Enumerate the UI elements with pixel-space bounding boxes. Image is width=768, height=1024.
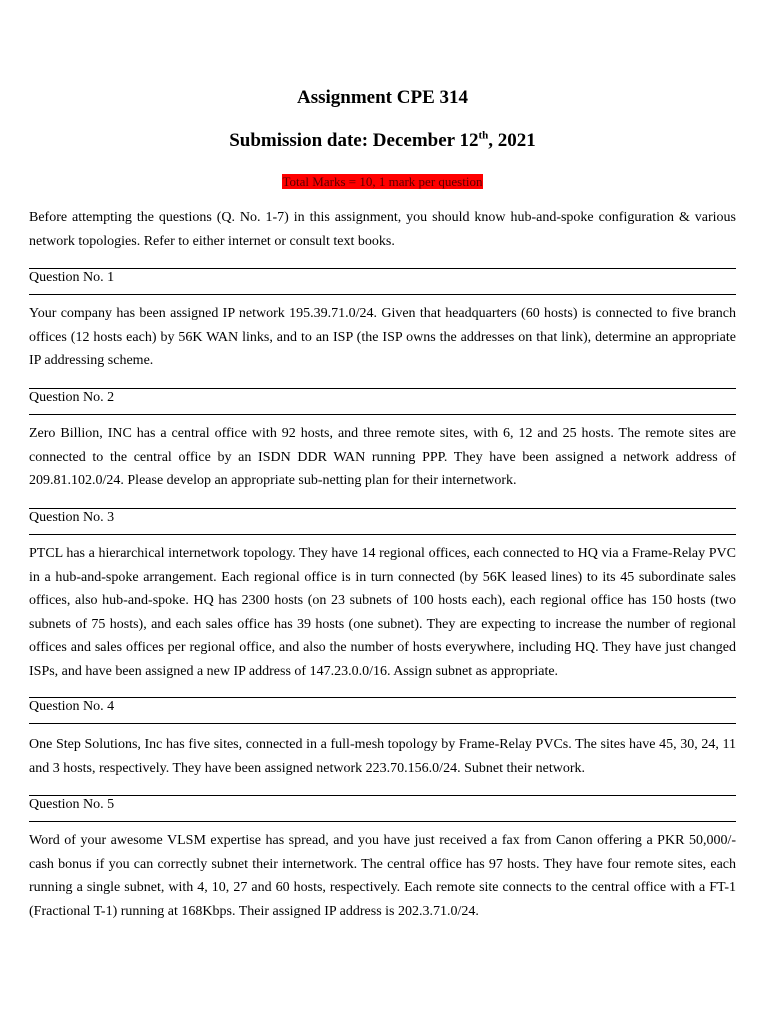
question-1-top-rule — [29, 268, 736, 269]
question-4-heading: Question No. 4 — [29, 699, 115, 714]
question-2-top-rule — [29, 388, 736, 389]
submission-date-year: , 2021 — [488, 130, 536, 151]
assignment-title: Assignment CPE 314 — [296, 87, 468, 108]
question-5-text: Word of your awesome VLSM expertise has spread, and you have just received a fax from Canon offering a PKR 50,000/- cash bonus if you can correctly subnet their internetwork. The central office has 97 hosts. They have four remote sites, each running a single subnet, with 4, 10, 27 and 60 hosts, respectively. Each remote site connects to the central office with a FT-1 (Fractional T-1) running at 168Kbps. Their assigned IP address is 202.3.71.0/24. — [29, 833, 736, 919]
submission-date-prefix: Submission date: December 12 — [229, 130, 479, 151]
question-3-text: PTCL has a hierarchical internetwork topology. They have 14 regional offices, each connected to HQ via a Frame-Relay PVC in a hub-and-spoke arrangement. Each regional office is in turn connected (by 56K leased lines) to its 45 subordinate sales offices, also hub-and-spoke. HQ has 2300 hosts (on 23 subnets of 100 hosts each), each regional office has 150 hosts (two subnets of 75 hosts), and each sales office has 39 hosts (one subnet). They are expecting to increase the number of regional offices and sales offices per regional office, and also the number of hosts everywhere, including HQ. They have just changed ISPs, and have been assigned a new IP address of 147.23.0.0/16. Assign subnet as appropriate. — [29, 546, 736, 679]
intro-paragraph: Before attempting the questions (Q. No. 1-7) in this assignment, you should know hub-and-spoke configuration & various network topologies. Refer to either internet or consult text books. — [29, 210, 736, 249]
question-2-heading: Question No. 2 — [29, 390, 115, 405]
question-1-text: Your company has been assigned IP network 195.39.71.0/24. Given that headquarters (60 hosts) is connected to five branch offices (12 hosts each) by 56K WAN links, and to an ISP (the ISP owns the addresses on that link), determine an appropriate IP addressing scheme. — [29, 306, 736, 368]
question-5-bottom-rule — [29, 821, 736, 822]
question-1-bottom-rule — [29, 294, 736, 295]
question-2-bottom-rule — [29, 414, 736, 415]
question-3-heading: Question No. 3 — [29, 510, 115, 525]
question-4-bottom-rule — [29, 723, 736, 724]
question-3-bottom-rule — [29, 534, 736, 535]
question-5-heading: Question No. 5 — [29, 797, 115, 812]
question-3-top-rule — [29, 508, 736, 509]
total-marks-highlight: Total Marks = 10, 1 mark per question — [282, 174, 483, 189]
total-marks-line — [29, 174, 736, 190]
question-1-heading: Question No. 1 — [29, 270, 115, 285]
submission-date-suffix-ordinal: th — [478, 129, 489, 142]
question-5-top-rule — [29, 795, 736, 796]
question-4-text: One Step Solutions, Inc has five sites, connected in a full-mesh topology by Frame-Relay PVCs. The sites have 45, 30, 24, 11 and 3 hosts, respectively. They have been assigned network 223.70.156.0/24. Subnet their network. — [29, 737, 736, 776]
question-2-text: Zero Billion, INC has a central office with 92 hosts, and three remote sites, with 6, 12 and 25 hosts. The remote sites are connected to the central office by an ISDN DDR WAN running PPP. They have been assigned a network address of 209.81.102.0/24. Please develop an appropriate sub-netting plan for their internetwork. — [29, 426, 736, 488]
submission-date — [29, 130, 736, 152]
question-4-top-rule — [29, 697, 736, 698]
